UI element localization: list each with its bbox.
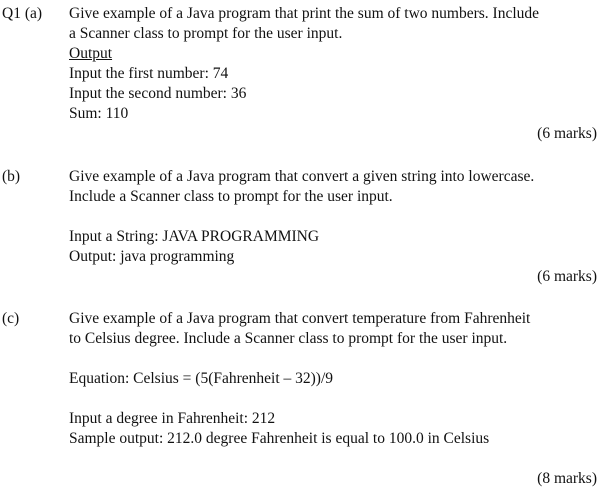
question-c-label: (c) xyxy=(2,310,20,327)
question-c-prompt-line-1: Give example of a Java program that convert temperature from Fahrenheit xyxy=(69,310,531,327)
question-b-prompt-line-1: Give example of a Java program that convert a given string into lowercase. xyxy=(69,168,535,185)
question-b-example-output: Output: java programming xyxy=(69,248,235,265)
question-c-sample-input: Input a degree in Fahrenheit: 212 xyxy=(69,410,276,427)
question-b-prompt-line-2: Include a Scanner class to prompt for the user input. xyxy=(69,188,393,205)
question-a-prompt-line-2: a Scanner class to prompt for the user input. xyxy=(69,25,343,42)
question-a-output-heading: Output xyxy=(69,45,113,62)
question-a-output-line-1: Input the first number: 74 xyxy=(69,65,229,82)
question-c-equation: Equation: Celsius = (5(Fahrenheit – 32))/9 xyxy=(69,370,334,387)
question-b-label: (b) xyxy=(2,168,21,185)
question-a-number: Q1 (a) xyxy=(2,5,43,22)
question-a-output-line-3: Sum: 110 xyxy=(69,105,129,122)
question-b-example-input: Input a String: JAVA PROGRAMMING xyxy=(69,228,320,245)
question-c-sample-output: Sample output: 212.0 degree Fahrenheit is equal to 100.0 in Celsius xyxy=(69,430,490,447)
question-a-prompt-line-1: Give example of a Java program that print the sum of two numbers. Include xyxy=(69,5,540,22)
question-b-marks: (6 marks) xyxy=(537,268,597,285)
question-a-marks: (6 marks) xyxy=(537,125,597,142)
question-c-prompt-line-2: to Celsius degree. Include a Scanner class to prompt for the user input. xyxy=(69,330,508,347)
question-a-output-line-2: Input the second number: 36 xyxy=(69,85,247,102)
question-c-marks: (8 marks) xyxy=(537,470,597,487)
